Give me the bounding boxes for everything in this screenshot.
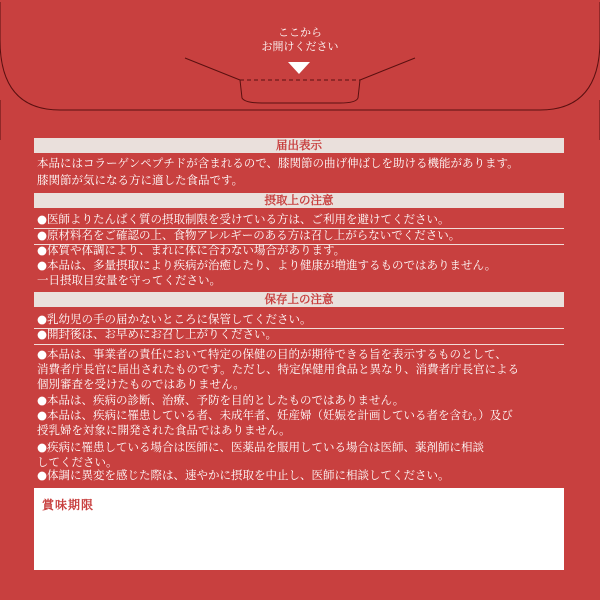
intake-caution-line: ●体質や体調により、まれに体に合わない場合があります。: [37, 243, 346, 257]
disclaimer-line: ●体調に異変を感じた際は、速やかに摂取を中止し、医師に相談してください。: [37, 468, 450, 482]
disclaimer-line: 個別審査を受けたものではありません。: [37, 377, 245, 391]
open-here-text-line1: ここから: [278, 26, 322, 39]
intake-caution-line: ●医師よりたんぱく質の摂取制限を受けている方は、ご利用を避けてください。: [37, 212, 450, 226]
intake-caution-line: ●原材料名をご確認の上、食物アレルギーのある方は召し上がらないでください。: [37, 228, 461, 242]
expiry-date-label: 賞味期限: [42, 498, 95, 512]
disclaimer-line: してください。: [37, 455, 118, 469]
disclaimer-line: ●本品は、疾病の診断、治療、予防を目的としたものではありません。: [37, 393, 405, 407]
disclaimer-line: 消費者庁長官に届出されたものです。ただし、特定保健用食品と異なり、消費者庁長官による: [37, 362, 520, 376]
open-here-text-line2: お開けください: [261, 40, 339, 53]
disclaimer-line: ●本品は、疾病に罹患している者、未成年者、妊産婦（妊娠を計画している者を含む。）及び: [37, 408, 513, 422]
notification-line: 本品にはコラーゲンペプチドが含まれるので、膝関節の曲げ伸ばしを助ける機能があります。: [37, 156, 519, 170]
intake-caution-header: 摂取上の注意: [34, 193, 564, 208]
divider: [34, 344, 564, 345]
notification-line: 膝関節が気になる方に適した食品です。: [37, 173, 244, 187]
storage-caution-line: ●開封後は、お早めにお召し上がりください。: [37, 327, 278, 341]
notification-header: 届出表示: [34, 138, 564, 153]
disclaimer-line: 授乳婦を対象に開発された食品ではありません。: [37, 423, 291, 437]
storage-caution-line: ●乳幼児の手の届かないところに保管してください。: [37, 312, 312, 326]
intake-caution-line: 一日摂取目安量を守ってください。: [37, 273, 221, 287]
storage-caution-header: 保存上の注意: [34, 292, 564, 307]
intake-caution-line: ●本品は、多量摂取により疾病が治癒したり、より健康が増進するものではありません。: [37, 258, 497, 272]
disclaimer-line: ●本品は、事業者の責任において特定の保健の目的が期待できる旨を表示するものとして、: [37, 347, 507, 361]
down-triangle-icon: [288, 62, 310, 74]
expiry-date-box: [34, 488, 564, 570]
disclaimer-line: ●疾病に罹患している場合は医師に、医薬品を服用している場合は医師、薬剤師に相談: [37, 440, 485, 454]
